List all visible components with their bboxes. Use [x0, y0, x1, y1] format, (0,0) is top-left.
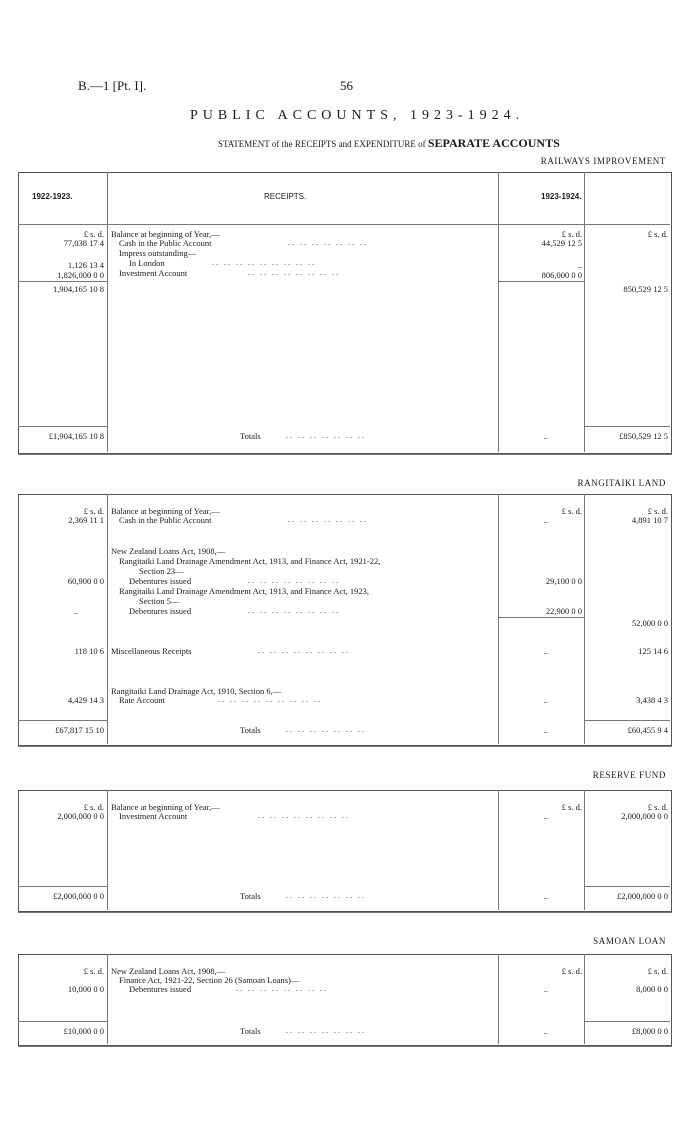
- prev-amount: 60,900 0 0: [67, 576, 104, 586]
- grand-total: £60,455 9 4: [627, 725, 668, 735]
- lsd-header: £ s. d.: [83, 506, 104, 516]
- detail-amount: 806,000 0 0: [541, 270, 582, 280]
- grand-total: £850,529 12 5: [619, 431, 668, 441]
- total-amount: 2,000,000 0 0: [621, 811, 668, 821]
- detail-dots: ..: [543, 1026, 548, 1036]
- totals-rule: [18, 720, 107, 721]
- col-divider: [107, 954, 108, 1044]
- lsd-header: £ s. d.: [561, 506, 582, 516]
- grand-total: £2,000,000 0 0: [617, 891, 668, 901]
- prev-amount: 77,038 17 4: [63, 238, 104, 248]
- prev-total: £10,000 0 0: [63, 1026, 104, 1036]
- row-label: Investment Account: [119, 268, 188, 278]
- lsd-header: £ s. d.: [647, 966, 668, 976]
- leader-dots: .. .. .. .. .. .. .. ..: [248, 576, 340, 585]
- double-rule: [18, 1046, 672, 1047]
- section-title-samoan: SAMOAN LOAN: [593, 936, 666, 946]
- double-rule: [18, 454, 672, 455]
- lsd-header: £ s. d.: [647, 802, 668, 812]
- lsd-header: £ s. d.: [83, 966, 104, 976]
- leader-dots: .. .. .. .. .. .. ..: [286, 431, 366, 440]
- totals-rule: [18, 1021, 107, 1022]
- prev-amount: 2,000,000 0 0: [57, 811, 104, 821]
- col-divider: [107, 494, 108, 744]
- leader-dots: .. .. .. .. .. .. ..: [286, 1026, 366, 1035]
- prev-amount: 1,126 13 4: [67, 260, 104, 270]
- statement-subtitle: [218, 136, 560, 151]
- row-label: Miscellaneous Receipts: [111, 646, 192, 656]
- double-rule: [18, 912, 672, 913]
- subtotal-rule: [498, 617, 584, 618]
- section-title-reserve: RESERVE FUND: [592, 770, 666, 780]
- subtotal-rule: [18, 281, 107, 282]
- row-label: Impress outstanding—: [119, 248, 197, 258]
- totals-rule: [18, 426, 107, 427]
- document-reference: B.—1 [Pt. I].: [78, 78, 147, 93]
- totals-label: Totals: [240, 891, 261, 901]
- detail-dots: ..: [543, 811, 548, 821]
- header-receipts: RECEIPTS.: [264, 192, 307, 201]
- totals-rule: [18, 886, 107, 887]
- leader-dots: .. .. .. .. .. .. .. ..: [236, 984, 328, 993]
- lsd-header: £ s. d.: [647, 229, 668, 239]
- samoan-table: [18, 954, 672, 1048]
- row-label: Finance Act, 1921-22, Section 26 (Samoan Loans)—: [119, 975, 300, 985]
- lsd-header: £ s. d.: [83, 229, 104, 239]
- section-title-railways: RAILWAYS IMPROVEMENT: [540, 156, 666, 166]
- detail-dots: ..: [543, 695, 548, 705]
- prev-amount: 10,000 0 0: [67, 984, 104, 994]
- totals-rule: [584, 720, 670, 721]
- leader-dots: .. .. .. .. .. .. .. ..: [258, 646, 350, 655]
- row-label: Balance at beginning of Year,—: [111, 506, 220, 516]
- row-label: Section 23—: [139, 566, 184, 576]
- lsd-header: £ s. d.: [647, 506, 668, 516]
- section-title-rangitaiki: RANGITAIKI LAND: [577, 478, 666, 488]
- total-amount: 3,438 4 3: [636, 695, 668, 705]
- detail-dots: ..: [543, 725, 548, 735]
- reserve-table: [18, 790, 672, 914]
- lsd-header: £ s. d.: [83, 802, 104, 812]
- page-title: PUBLIC ACCOUNTS, 1923-1924.: [190, 108, 525, 123]
- leader-dots: .. .. .. .. .. .. ..: [288, 238, 368, 247]
- row-label: Cash in the Public Account: [119, 238, 212, 248]
- leader-dots: .. .. .. .. .. .. ..: [286, 725, 366, 734]
- row-label: Debentures issued: [129, 984, 192, 994]
- prev-amount: 4,429 14 3: [67, 695, 104, 705]
- row-label: Balance at beginning of Year,—: [111, 229, 220, 239]
- leader-dots: .. .. .. .. .. .. .. .. ..: [212, 258, 316, 267]
- col-divider: [107, 790, 108, 910]
- leader-dots: .. .. .. .. .. .. .. ..: [258, 811, 350, 820]
- totals-rule: [584, 886, 670, 887]
- leader-dots: .. .. .. .. .. .. ..: [288, 515, 368, 524]
- leader-dots: .. .. .. .. .. .. .. ..: [248, 606, 340, 615]
- row-label: In London: [129, 258, 165, 268]
- total-amount: 8,000 0 0: [636, 984, 668, 994]
- totals-label: Totals: [240, 725, 261, 735]
- page-number: 56: [340, 78, 353, 93]
- total-amount: 52,000 0 0: [631, 618, 668, 628]
- detail-dots: ..: [543, 646, 548, 656]
- totals-rule: [584, 1021, 670, 1022]
- row-label: New Zealand Loans Act, 1908,—: [111, 546, 226, 556]
- detail-amount: 22,900 0 0: [545, 606, 582, 616]
- railways-table: [18, 172, 672, 456]
- col-divider: [498, 172, 499, 452]
- lsd-header: £ s. d.: [561, 802, 582, 812]
- prev-amount: 118 10 6: [74, 646, 104, 656]
- detail-dots: ..: [543, 515, 548, 525]
- row-label: Rangitaiki Land Drainage Amendment Act, 1913, and Finance Act, 1923,: [119, 586, 369, 596]
- header-curr-year: 1923-1924.: [541, 192, 582, 201]
- prev-dots: ..: [73, 606, 78, 616]
- subtotal-rule: [498, 281, 584, 282]
- row-label: New Zealand Loans Act, 1908,—: [111, 966, 226, 976]
- col-divider: [107, 172, 108, 452]
- lsd-header: £ s. d.: [561, 966, 582, 976]
- row-label: Debentures issued: [129, 576, 192, 586]
- header-prev-year: 1922-1923.: [32, 192, 73, 201]
- row-label: Investment Account: [119, 811, 188, 821]
- double-rule: [18, 746, 672, 747]
- col-divider: [498, 494, 499, 744]
- detail-dots: ..: [543, 984, 548, 994]
- row-label: Cash in the Public Account: [119, 515, 212, 525]
- leader-dots: .. .. .. .. .. .. .. .. ..: [218, 695, 322, 704]
- totals-label: Totals: [240, 431, 261, 441]
- col-divider: [584, 172, 585, 452]
- grand-total: £8,000 0 0: [631, 1026, 668, 1036]
- total-amount: 125 14 6: [638, 646, 668, 656]
- prev-amount: 2,369 11 1: [68, 515, 104, 525]
- leader-dots: .. .. .. .. .. .. ..: [286, 891, 366, 900]
- row-label: Debentures issued: [129, 606, 192, 616]
- row-label: Rate Account: [119, 695, 166, 705]
- leader-dots: .. .. .. .. .. .. .. ..: [248, 268, 340, 277]
- total-amount: 4,891 10 7: [631, 515, 668, 525]
- prev-total: £67,817 15 10: [55, 725, 104, 735]
- detail-amount: 29,100 0 0: [545, 576, 582, 586]
- prev-amount: 1,826,000 0 0: [57, 270, 104, 280]
- lsd-header: £ s. d.: [561, 229, 582, 239]
- rangitaiki-table: [18, 494, 672, 748]
- prev-total: £2,000,000 0 0: [53, 891, 104, 901]
- total-amount: 850,529 12 5: [623, 284, 668, 294]
- detail-amount: ..: [577, 260, 582, 270]
- prev-amount: 1,904,165 10 8: [53, 284, 104, 294]
- row-label: Section 5—: [139, 596, 180, 606]
- subtitle-prefix: STATEMENT of the RECEIPTS and EXPENDITURE of: [218, 139, 426, 149]
- detail-dots: ..: [543, 891, 548, 901]
- header-rule: [18, 224, 670, 225]
- prev-total: £1,904,165 10 8: [48, 431, 104, 441]
- table-frame: [18, 172, 672, 454]
- row-label: Rangitaiki Land Drainage Act, 1910, Section 6,—: [111, 686, 282, 696]
- detail-dots: ..: [543, 431, 548, 441]
- totals-label: Totals: [240, 1026, 261, 1036]
- row-label: Rangitaiki Land Drainage Amendment Act, 1913, and Finance Act, 1921-22,: [119, 556, 381, 566]
- totals-rule: [584, 426, 670, 427]
- table-frame: [18, 494, 672, 746]
- detail-amount: 44,529 12 5: [541, 238, 582, 248]
- subtitle-bold: SEPARATE ACCOUNTS: [427, 136, 560, 150]
- row-label: Balance at beginning of Year,—: [111, 802, 220, 812]
